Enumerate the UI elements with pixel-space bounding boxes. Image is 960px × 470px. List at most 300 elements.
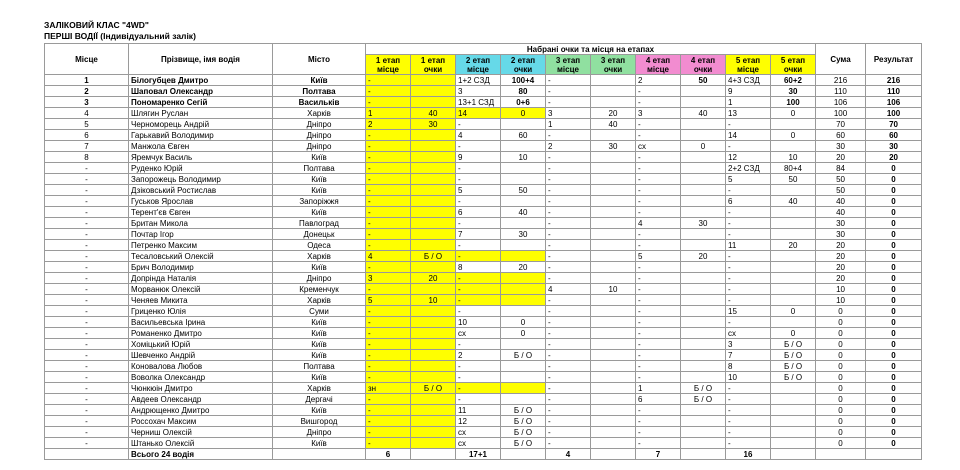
cell-s2p: - xyxy=(456,119,501,130)
cell-p: - xyxy=(45,218,129,229)
cell-sum: 40 xyxy=(816,207,866,218)
cell-r: 216 xyxy=(866,75,922,86)
cell-s5o xyxy=(771,141,816,152)
cell-s3o xyxy=(591,306,636,317)
header-s2o xyxy=(501,55,546,75)
cell-r: 0 xyxy=(866,328,922,339)
cell-s3o xyxy=(591,207,636,218)
cell-sum: 30 xyxy=(816,229,866,240)
cell-s3p: 2 xyxy=(546,141,591,152)
cell-s4o xyxy=(681,295,726,306)
cell-s2o xyxy=(501,163,546,174)
cell-p: - xyxy=(45,438,129,449)
cell-s2o xyxy=(501,361,546,372)
cell-p: 3 xyxy=(45,97,129,108)
cell-s3p: - xyxy=(546,328,591,339)
header-s4o xyxy=(681,55,726,75)
cell-s1o xyxy=(411,218,456,229)
cell-s4p: 5 xyxy=(636,251,681,262)
cell-s1p: - xyxy=(366,427,411,438)
cell-n: Россохач Максим xyxy=(129,416,273,427)
cell-p: - xyxy=(45,163,129,174)
cell-s5o: 40 xyxy=(771,196,816,207)
cell-s5o xyxy=(771,119,816,130)
cell-n: Руденко Юрій xyxy=(129,163,273,174)
cell-s2p: 13+1 СЗД xyxy=(456,97,501,108)
cell-s4p: - xyxy=(636,97,681,108)
cell-s4o xyxy=(681,174,726,185)
header-stages: Набрані очки та місця на етапах xyxy=(366,44,816,55)
cell-s4p: - xyxy=(636,86,681,97)
cell-s3p: - xyxy=(546,317,591,328)
cell-s1p: - xyxy=(366,350,411,361)
cell-s5o xyxy=(771,427,816,438)
cell-sum: 0 xyxy=(816,394,866,405)
cell-s1o xyxy=(411,328,456,339)
cell-s4o xyxy=(681,350,726,361)
cell-n: Шлягин Руслан xyxy=(129,108,273,119)
cell-sum: 0 xyxy=(816,350,866,361)
cell-r: 0 xyxy=(866,284,922,295)
cell-r: 0 xyxy=(866,251,922,262)
cell-s2o: 80 xyxy=(501,86,546,97)
cell-c: Полтава xyxy=(273,163,366,174)
cell-p: - xyxy=(45,339,129,350)
cell-s5p: - xyxy=(726,141,771,152)
cell-r: 60 xyxy=(866,130,922,141)
cell-s1p: - xyxy=(366,75,411,86)
cell-s5o: 10 xyxy=(771,152,816,163)
cell-s4o xyxy=(681,317,726,328)
cell-s1p: - xyxy=(366,185,411,196)
cell-s3o xyxy=(591,130,636,141)
cell-s5p: 12 xyxy=(726,152,771,163)
cell-s5p: 5 xyxy=(726,174,771,185)
footer-cell xyxy=(816,449,866,460)
cell-s5p: 7 xyxy=(726,350,771,361)
cell-n: Дзіковський Ростислав xyxy=(129,185,273,196)
header-place: Місце xyxy=(45,44,129,75)
cell-s1o xyxy=(411,361,456,372)
cell-s5p: 9 xyxy=(726,86,771,97)
cell-s2o xyxy=(501,306,546,317)
cell-s4o xyxy=(681,438,726,449)
cell-s2p: 5 xyxy=(456,185,501,196)
cell-s5o xyxy=(771,438,816,449)
cell-s4o xyxy=(681,339,726,350)
cell-p: - xyxy=(45,284,129,295)
header-city: Місто xyxy=(273,44,366,75)
cell-c: Харків xyxy=(273,108,366,119)
cell-s4o xyxy=(681,185,726,196)
cell-s5o xyxy=(771,273,816,284)
cell-r: 0 xyxy=(866,185,922,196)
cell-sum: 106 xyxy=(816,97,866,108)
cell-s2p: - xyxy=(456,251,501,262)
table-row xyxy=(45,295,922,306)
cell-s4p: - xyxy=(636,229,681,240)
cell-s3p: - xyxy=(546,229,591,240)
table-row xyxy=(45,350,922,361)
cell-s5o: 0 xyxy=(771,130,816,141)
cell-s2p: - xyxy=(456,218,501,229)
cell-s5o xyxy=(771,207,816,218)
header-stage-type: місце xyxy=(467,64,489,74)
table-row xyxy=(45,240,922,251)
cell-s1o xyxy=(411,130,456,141)
cell-r: 0 xyxy=(866,306,922,317)
cell-s2p: - xyxy=(456,284,501,295)
table-row xyxy=(45,317,922,328)
footer-cell xyxy=(771,449,816,460)
cell-r: 100 xyxy=(866,108,922,119)
cell-s5p: 1 xyxy=(726,97,771,108)
cell-c: Суми xyxy=(273,306,366,317)
cell-s2p: сх xyxy=(456,427,501,438)
cell-s1p: - xyxy=(366,97,411,108)
cell-c: Полтава xyxy=(273,86,366,97)
cell-c: Павлоград xyxy=(273,218,366,229)
cell-c: Кременчук xyxy=(273,284,366,295)
cell-s5o xyxy=(771,394,816,405)
header-stage-type: місце xyxy=(737,64,759,74)
cell-s5o: Б / О xyxy=(771,350,816,361)
footer-label: Всього 24 водія xyxy=(129,449,273,460)
cell-p: - xyxy=(45,350,129,361)
cell-s2p: - xyxy=(456,163,501,174)
table-row xyxy=(45,273,922,284)
cell-s2o xyxy=(501,339,546,350)
cell-s4o xyxy=(681,416,726,427)
cell-s1p: - xyxy=(366,438,411,449)
cell-s2p: - xyxy=(456,240,501,251)
cell-sum: 0 xyxy=(816,383,866,394)
header-stage-label: 2 етап xyxy=(510,55,536,65)
header-s5p xyxy=(726,55,771,75)
cell-n: Білогубцев Дмитро xyxy=(129,75,273,86)
cell-sum: 50 xyxy=(816,185,866,196)
cell-s1p: - xyxy=(366,86,411,97)
cell-p: 8 xyxy=(45,152,129,163)
cell-s1o xyxy=(411,152,456,163)
footer-cell xyxy=(411,449,456,460)
cell-s2o: 0 xyxy=(501,108,546,119)
header-s3p xyxy=(546,55,591,75)
cell-s5o: 60+2 xyxy=(771,75,816,86)
cell-s2p: 9 xyxy=(456,152,501,163)
cell-c: Київ xyxy=(273,185,366,196)
cell-sum: 0 xyxy=(816,317,866,328)
cell-r: 0 xyxy=(866,350,922,361)
cell-s1p: - xyxy=(366,163,411,174)
cell-p: 4 xyxy=(45,108,129,119)
footer-stage5: 16 xyxy=(726,449,771,460)
cell-r: 0 xyxy=(866,295,922,306)
header-sum: Сума xyxy=(816,44,866,75)
cell-s2o xyxy=(501,218,546,229)
cell-s4p: - xyxy=(636,284,681,295)
cell-sum: 100 xyxy=(816,108,866,119)
cell-s5o: 20 xyxy=(771,240,816,251)
footer-cell xyxy=(45,449,129,460)
header-stage-label: 2 етап xyxy=(465,55,491,65)
cell-c: Полтава xyxy=(273,361,366,372)
cell-p: - xyxy=(45,262,129,273)
cell-sum: 216 xyxy=(816,75,866,86)
table-row xyxy=(45,108,922,119)
header-stage-label: 4 етап xyxy=(690,55,716,65)
cell-s2o: Б / О xyxy=(501,438,546,449)
cell-s4o xyxy=(681,207,726,218)
cell-p: - xyxy=(45,361,129,372)
cell-p: 6 xyxy=(45,130,129,141)
cell-s4p: - xyxy=(636,438,681,449)
cell-c: Київ xyxy=(273,339,366,350)
cell-s3p: - xyxy=(546,372,591,383)
cell-s4p: - xyxy=(636,339,681,350)
header-result: Результат xyxy=(866,44,922,75)
cell-sum: 0 xyxy=(816,361,866,372)
cell-s4o xyxy=(681,86,726,97)
cell-s3o xyxy=(591,240,636,251)
table-row xyxy=(45,427,922,438)
cell-s2p: 10 xyxy=(456,317,501,328)
cell-s3o xyxy=(591,163,636,174)
cell-s3o xyxy=(591,174,636,185)
cell-s2p: 1+2 СЗД xyxy=(456,75,501,86)
cell-r: 0 xyxy=(866,240,922,251)
cell-s2o: 50 xyxy=(501,185,546,196)
cell-n: Яремчук Василь xyxy=(129,152,273,163)
cell-s3o xyxy=(591,328,636,339)
cell-s5o xyxy=(771,317,816,328)
cell-s4p: - xyxy=(636,273,681,284)
cell-s3p: - xyxy=(546,97,591,108)
cell-s1p: 3 xyxy=(366,273,411,284)
cell-r: 106 xyxy=(866,97,922,108)
cell-n: Васильевська Ірина xyxy=(129,317,273,328)
cell-sum: 0 xyxy=(816,339,866,350)
cell-s4p: - xyxy=(636,196,681,207)
cell-r: 0 xyxy=(866,361,922,372)
cell-r: 0 xyxy=(866,273,922,284)
cell-s5p: 14 xyxy=(726,130,771,141)
cell-s3o xyxy=(591,218,636,229)
cell-s5p: - xyxy=(726,251,771,262)
titles xyxy=(44,20,196,42)
cell-r: 0 xyxy=(866,394,922,405)
cell-n: Шевченко Андрій xyxy=(129,350,273,361)
cell-s5p: - xyxy=(726,405,771,416)
cell-s4p: - xyxy=(636,350,681,361)
cell-s1o xyxy=(411,75,456,86)
cell-s2o: Б / О xyxy=(501,350,546,361)
cell-s2p: 11 xyxy=(456,405,501,416)
header-s4p xyxy=(636,55,681,75)
cell-s5o: Б / О xyxy=(771,372,816,383)
cell-r: 110 xyxy=(866,86,922,97)
cell-s5p: - xyxy=(726,229,771,240)
cell-s3p: - xyxy=(546,306,591,317)
table-row xyxy=(45,130,922,141)
cell-s3o xyxy=(591,317,636,328)
cell-s1p: - xyxy=(366,284,411,295)
cell-c: Дніпро xyxy=(273,141,366,152)
cell-s1o: Б / О xyxy=(411,383,456,394)
cell-s2p: 12 xyxy=(456,416,501,427)
cell-s4o: Б / О xyxy=(681,394,726,405)
cell-r: 0 xyxy=(866,405,922,416)
cell-p: - xyxy=(45,196,129,207)
cell-sum: 0 xyxy=(816,427,866,438)
cell-s4o xyxy=(681,152,726,163)
cell-s1o xyxy=(411,207,456,218)
cell-sum: 0 xyxy=(816,328,866,339)
table-row xyxy=(45,339,922,350)
results-table xyxy=(44,43,922,460)
cell-s3p: - xyxy=(546,339,591,350)
table-row xyxy=(45,163,922,174)
cell-s2o xyxy=(501,240,546,251)
cell-s4p: 3 xyxy=(636,108,681,119)
header-s5o xyxy=(771,55,816,75)
cell-s1o xyxy=(411,394,456,405)
cell-n: Черноморець Андрій xyxy=(129,119,273,130)
table-row xyxy=(45,229,922,240)
cell-c: Харків xyxy=(273,251,366,262)
cell-s4p: - xyxy=(636,295,681,306)
cell-s4o xyxy=(681,273,726,284)
cell-n: Штанько Олексій xyxy=(129,438,273,449)
cell-s3o: 20 xyxy=(591,108,636,119)
cell-s2p: - xyxy=(456,306,501,317)
footer-row xyxy=(45,449,922,460)
cell-s3o: 30 xyxy=(591,141,636,152)
cell-r: 0 xyxy=(866,317,922,328)
cell-s4p: - xyxy=(636,130,681,141)
cell-s2o xyxy=(501,394,546,405)
cell-s2p: - xyxy=(456,339,501,350)
cell-s2o xyxy=(501,284,546,295)
cell-s3o xyxy=(591,416,636,427)
cell-s2o: Б / О xyxy=(501,427,546,438)
cell-c: Київ xyxy=(273,350,366,361)
cell-s5p: - xyxy=(726,383,771,394)
cell-p: - xyxy=(45,295,129,306)
footer-cell xyxy=(866,449,922,460)
cell-p: - xyxy=(45,317,129,328)
cell-r: 0 xyxy=(866,383,922,394)
cell-s3o xyxy=(591,361,636,372)
cell-s1o xyxy=(411,141,456,152)
cell-s1o: 30 xyxy=(411,119,456,130)
cell-r: 0 xyxy=(866,339,922,350)
cell-s1p: 1 xyxy=(366,108,411,119)
cell-r: 0 xyxy=(866,438,922,449)
header-s1o xyxy=(411,55,456,75)
cell-s3p: - xyxy=(546,350,591,361)
cell-s3p: 4 xyxy=(546,284,591,295)
cell-n: Почтар Ігор xyxy=(129,229,273,240)
cell-c: Вишгород xyxy=(273,416,366,427)
cell-sum: 110 xyxy=(816,86,866,97)
cell-s4p: - xyxy=(636,207,681,218)
cell-s4o xyxy=(681,119,726,130)
cell-s5p: - xyxy=(726,317,771,328)
cell-s4p: - xyxy=(636,262,681,273)
cell-s4p: - xyxy=(636,361,681,372)
footer-cell xyxy=(591,449,636,460)
cell-s1o xyxy=(411,306,456,317)
cell-s1p: - xyxy=(366,174,411,185)
cell-s3o xyxy=(591,383,636,394)
cell-s1p: 2 xyxy=(366,119,411,130)
cell-s4p: 6 xyxy=(636,394,681,405)
cell-s4o xyxy=(681,229,726,240)
cell-s2p: - xyxy=(456,273,501,284)
cell-s5o: 0 xyxy=(771,328,816,339)
cell-sum: 20 xyxy=(816,251,866,262)
cell-s5p: - xyxy=(726,185,771,196)
cell-s5o: 0 xyxy=(771,108,816,119)
cell-p: 2 xyxy=(45,86,129,97)
table-row xyxy=(45,438,922,449)
footer-stage3: 4 xyxy=(546,449,591,460)
cell-s1o xyxy=(411,163,456,174)
table-row xyxy=(45,207,922,218)
header-stage-label: 5 етап xyxy=(735,55,761,65)
cell-s1p: - xyxy=(366,152,411,163)
cell-s1o xyxy=(411,240,456,251)
cell-s1o: 10 xyxy=(411,295,456,306)
cell-n: Чюнкюін Дмитро xyxy=(129,383,273,394)
cell-s4p: - xyxy=(636,427,681,438)
cell-s5p: 2+2 СЗД xyxy=(726,163,771,174)
cell-s2o: Б / О xyxy=(501,416,546,427)
cell-n: Авдеев Олександр xyxy=(129,394,273,405)
cell-c: Донецьк xyxy=(273,229,366,240)
cell-s2o xyxy=(501,251,546,262)
cell-s1p: - xyxy=(366,361,411,372)
cell-s3p: - xyxy=(546,262,591,273)
cell-p: - xyxy=(45,394,129,405)
cell-s5p: 13 xyxy=(726,108,771,119)
cell-sum: 30 xyxy=(816,218,866,229)
cell-s4p: - xyxy=(636,185,681,196)
table-row xyxy=(45,174,922,185)
cell-s2p: 7 xyxy=(456,229,501,240)
cell-s3p: - xyxy=(546,438,591,449)
cell-s5p: - xyxy=(726,295,771,306)
cell-p: 1 xyxy=(45,75,129,86)
cell-n: Морванюк Олексій xyxy=(129,284,273,295)
cell-n: Пономаренко Сегій xyxy=(129,97,273,108)
cell-s5p: 3 xyxy=(726,339,771,350)
cell-s3p: - xyxy=(546,427,591,438)
cell-s1p: - xyxy=(366,262,411,273)
cell-s5p: - xyxy=(726,119,771,130)
footer-cell xyxy=(273,449,366,460)
footer-cell xyxy=(681,449,726,460)
table-row xyxy=(45,141,922,152)
table-row xyxy=(45,284,922,295)
cell-p: - xyxy=(45,306,129,317)
cell-n: Британ Микола xyxy=(129,218,273,229)
cell-sum: 10 xyxy=(816,284,866,295)
footer-stage1: 6 xyxy=(366,449,411,460)
cell-sum: 0 xyxy=(816,372,866,383)
cell-s3o xyxy=(591,394,636,405)
